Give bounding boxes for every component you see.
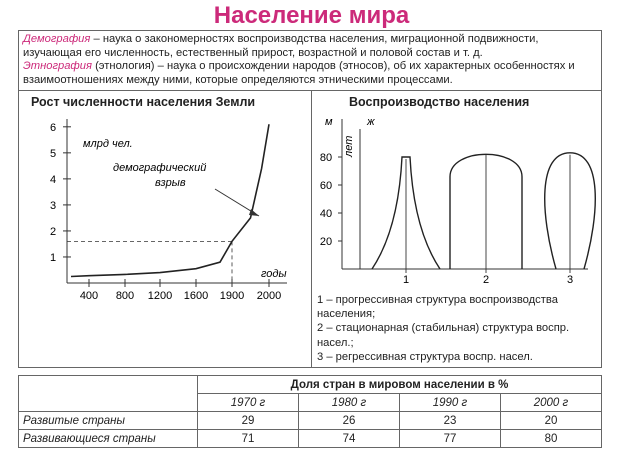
x-tick-label: 800 [115,290,135,302]
rep-label-m: м [325,116,333,128]
rep-y-tick-label: 40 [319,208,333,220]
x-tick-label: 400 [79,290,99,302]
legend-item-1: 1 – прогрессивная структура воспроизводства населения; [317,294,558,321]
x-tick-label: 1200 [147,290,173,302]
y-tick-label: 1 [49,251,57,264]
table-cell: 71 [198,430,299,448]
table-cell: 80 [500,430,601,448]
x-tick-label: 2000 [256,290,282,302]
charts-panel [18,90,602,368]
table-header-row [19,376,602,394]
y-axis-label: млрд чел. [83,138,133,150]
page-title: Население мира [213,2,410,29]
reproduction-chart-title: Воспроизводство населения [349,95,530,109]
definitions-box [18,30,602,90]
table-header: Доля стран в мировом населении в % [198,376,602,394]
table-cell: 20 [500,412,601,430]
pyramid-label: 2 [482,274,490,286]
legend-item-2: 2 – стационарная (стабильная) структура воспр. насел.; [317,322,570,349]
table-row [19,430,602,448]
table-cell: 77 [399,430,500,448]
rep-label-years: лет [343,135,355,157]
annotation-arrowhead [249,209,259,216]
population-growth-chart [19,91,309,367]
table-row [19,412,602,430]
population-share-table [18,375,602,448]
annotation-label-2: взрыв [155,177,186,189]
rep-label-f: ж [367,116,375,128]
pyramid-label: 1 [402,274,410,286]
annotation-label-1: демографический [113,162,207,174]
y-tick-label: 6 [49,121,57,134]
table-cell: 29 [198,412,299,430]
table-cell: 23 [399,412,500,430]
x-axis-label: годы [261,268,287,280]
pyramid-label: 3 [566,274,574,286]
reproduction-diagram [312,91,602,291]
rep-y-tick-label: 20 [319,236,333,248]
row-label-developing: Развивающиеся страны [19,430,198,448]
ethnography-text: (этнология) – наука о происхождении народов (этносов), об их характерных особенностях и взаимоотношениях между ними, которые определяются этническими процессами. [23,60,575,86]
y-tick-label: 3 [49,199,57,212]
legend [317,293,597,364]
table-cell: 26 [298,412,399,430]
row-label-developed: Развитые страны [19,412,198,430]
ethnography-term: Этнография [23,60,92,73]
rep-y-tick-label: 60 [319,180,333,192]
year-1970: 1970 г [198,394,299,412]
demography-term: Демография [23,33,91,45]
x-tick-label: 1600 [183,290,209,302]
y-tick-label: 4 [49,173,57,186]
legend-item-3: 3 – регрессивная структура воспр. насел. [317,350,533,363]
y-tick-label: 2 [49,225,57,238]
x-tick-label: 1900 [219,290,245,302]
demography-text: – наука о закономерностях воспроизводства населения, миграционной подвижности, изучающая его численность, естественный прирост, возрастной и половой состав и т. д. [23,33,539,59]
table-corner-cell [19,376,198,412]
rep-y-tick-label: 80 [319,152,333,164]
year-1980: 1980 г [298,394,399,412]
table-cell: 74 [298,430,399,448]
y-tick-label: 5 [49,147,57,160]
population-chart-title: Рост численности населения Земли [31,95,256,109]
year-2000: 2000 г [500,394,601,412]
year-1990: 1990 г [399,394,500,412]
